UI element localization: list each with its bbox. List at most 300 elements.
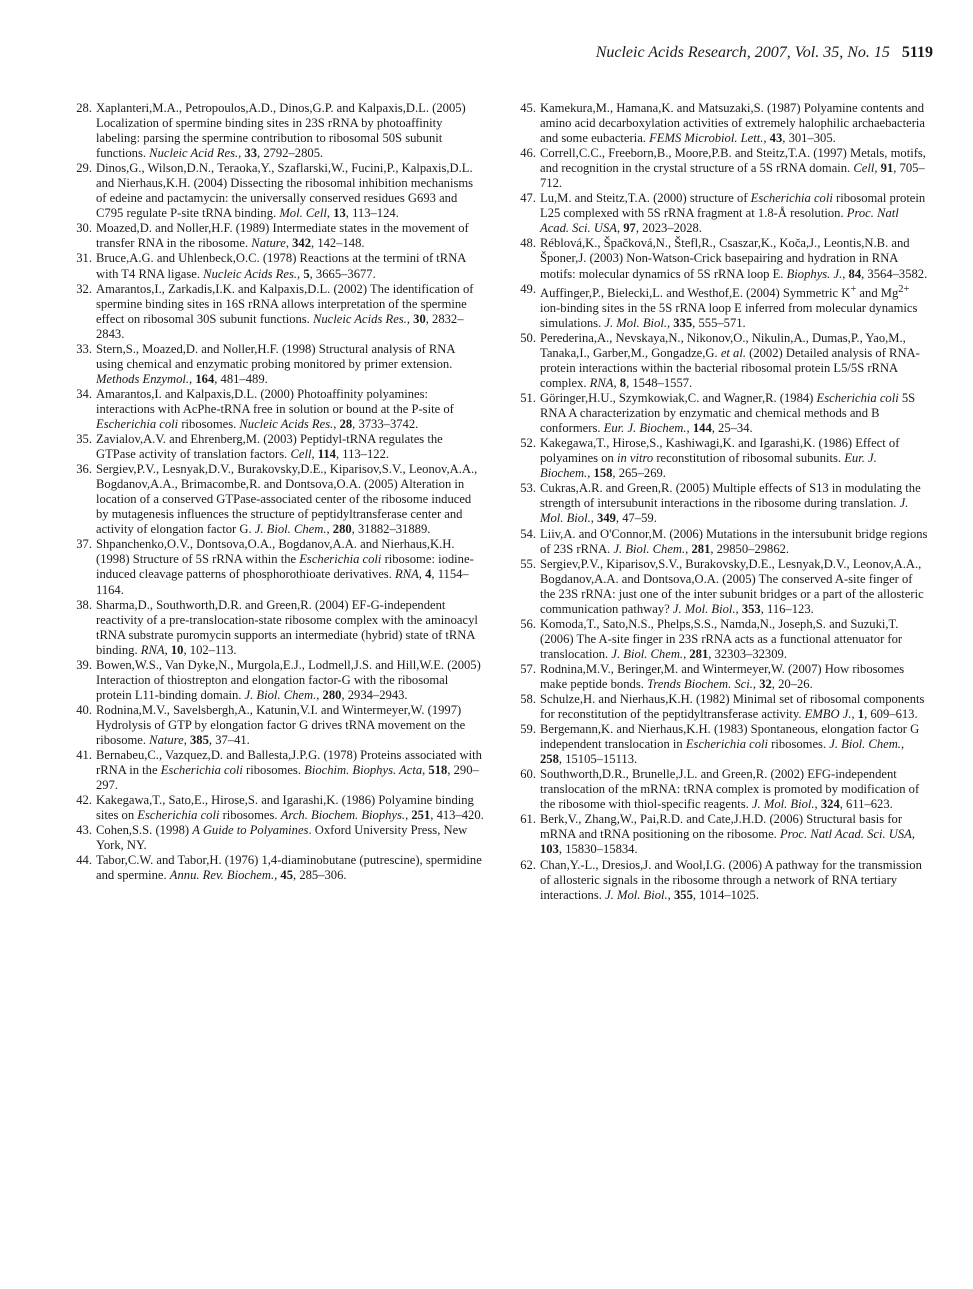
reference-volume: 103 — [540, 842, 559, 857]
reference-number: 61. — [520, 812, 536, 827]
reference-entry — [72, 221, 484, 251]
reference-italic-run: Cell — [290, 447, 312, 462]
reference-text-run: , — [911, 827, 916, 842]
reference-entry — [72, 462, 484, 537]
reference-text-run: (2002) Detailed analysis of RNA-protein interactions within the bacterial ribosomal protein L5/5S rRNA complex. — [540, 345, 920, 391]
reference-volume: 353 — [741, 601, 761, 616]
reference-text-run: , 705–712. — [540, 161, 925, 191]
reference-text-run: Cukras,A.R. and Green,R. (2005) Multiple effects of S13 in modulating the strength of intersubunit interactions in the ribosome during translation. — [540, 481, 921, 511]
reference-text-run: , — [763, 131, 770, 146]
reference-text-run: , — [326, 522, 333, 537]
reference-number: 39. — [76, 657, 92, 672]
reference-italic-run: Escherichia coli — [96, 416, 179, 431]
reference-text — [96, 823, 467, 852]
reference-text-run: , 2832–2843. — [96, 311, 464, 341]
reference-volume: 4 — [425, 567, 432, 582]
reference-text-run: , — [274, 868, 281, 883]
reference-text-run: , 113–124. — [345, 206, 399, 221]
reference-text-run: , 285–306. — [293, 868, 347, 883]
reference-text — [96, 537, 474, 596]
reference-text-run: , 301–305. — [782, 131, 836, 146]
reference-text-run: reconstitution of ribosomal subunits. — [653, 451, 845, 466]
reference-text-run: , 2792–2805. — [257, 146, 324, 161]
reference-volume: 164 — [195, 371, 215, 386]
reference-italic-run: Nucleic Acids Res. — [312, 311, 407, 326]
reference-text-run: , 15105–15113. — [558, 752, 638, 767]
reference-text-run: , — [587, 466, 594, 481]
reference-italic-run: Nature — [149, 732, 184, 747]
reference-text-run: , 413–420. — [430, 808, 484, 823]
reference-italic-run: Eur. J. Biochem. — [540, 451, 877, 481]
reference-entry — [516, 436, 928, 481]
reference-text-run: , 15830–15834. — [558, 842, 638, 857]
reference-text-run: , — [326, 206, 334, 221]
reference-entry — [72, 282, 484, 342]
reference-text-run: , 609–613. — [864, 707, 918, 722]
reference-number: 56. — [520, 616, 536, 631]
reference-text-run: Zavialov,A.V. and Ehrenberg,M. (2003) Peptidyl-tRNA regulates the GTPase activity of translation factors. — [96, 432, 443, 462]
reference-number: 55. — [520, 556, 536, 571]
reference-text-run: , — [164, 642, 171, 657]
reference-text-run: , 102–113. — [183, 642, 237, 657]
reference-text-run: , — [422, 763, 429, 778]
reference-text-run: Tabor,C.W. and Tabor,H. (1976) 1,4-diaminobutane (putrescine), spermidine and spermine. — [96, 853, 482, 883]
reference-italic-run: Escherichia coli — [685, 737, 769, 752]
reference-text — [96, 793, 484, 822]
reference-volume: 324 — [820, 797, 840, 812]
reference-text — [96, 598, 478, 657]
reference-volume: 251 — [411, 808, 431, 823]
reference-volume: 30 — [413, 311, 426, 326]
reference-text-run: , 1548–1557. — [626, 376, 693, 391]
reference-number: 33. — [76, 341, 92, 356]
reference-text-run: , — [686, 421, 693, 436]
reference-text — [540, 236, 927, 280]
reference-text — [96, 462, 477, 536]
reference-text-run: , — [735, 601, 742, 616]
reference-entry — [516, 331, 928, 391]
reference-text — [540, 283, 918, 330]
reference-number: 42. — [76, 793, 92, 808]
reference-text-run: , 116–123. — [760, 601, 814, 616]
reference-text-run: Kamekura,M., Hamana,K. and Matsuzaki,S. (1987) Polyamine contents and amino acid decarboxylation activities of extremely halophilic archaebacteria and some eubacteria. — [540, 101, 925, 146]
reference-italic-run: J. Mol. Biol. — [604, 315, 667, 330]
reference-italic-run: J. Biol. Chem. — [244, 687, 317, 702]
reference-volume: 1 — [857, 707, 865, 722]
reference-text-run: , — [683, 646, 690, 661]
reference-number: 36. — [76, 462, 92, 477]
reference-text-run: Göringer,H.U., Szymkowiak,C. and Wagner,R. (1984) — [540, 391, 817, 406]
reference-text-run: , — [851, 707, 858, 722]
reference-number: 30. — [76, 221, 92, 236]
reference-entry — [72, 537, 484, 597]
reference-text-run: , 3733–3742. — [352, 416, 419, 431]
reference-text — [540, 481, 921, 525]
reference-italic-run: RNA — [395, 567, 419, 582]
reference-text-run: , — [613, 376, 620, 391]
reference-volume: 10 — [170, 642, 184, 657]
reference-entry — [72, 251, 484, 281]
reference-text-run: , 1154–1164. — [96, 567, 469, 597]
reference-entry — [516, 391, 928, 436]
reference-text-run: , 25–34. — [711, 421, 753, 436]
reference-text-run: Schulze,H. and Nierhaus,K.H. (1982) Minimal set of ribosomal components for reconstitution of the peptidyltransferase activity. — [540, 692, 925, 722]
reference-text-run: , 113–122. — [335, 447, 390, 462]
reference-text-run: , — [667, 887, 674, 902]
reference-text-run: , — [405, 808, 412, 823]
reference-text-run: Shpanchenko,O.V., Dontsova,O.A., Bogdanov,A.A. and Nierhaus,K.H. (1998) Structure of 5S rRNA within the — [96, 537, 455, 567]
reference-entry — [72, 658, 484, 703]
reference-entry — [516, 617, 928, 662]
reference-volume: 335 — [673, 315, 693, 330]
reference-entry — [72, 598, 484, 658]
reference-italic-run: et al. — [720, 345, 746, 360]
reference-volume: 280 — [322, 687, 342, 702]
reference-text — [96, 342, 455, 386]
reference-text-run: Sergiev,P.V., Kiparisov,S.V., Burakovsky,D.E., Lesnyak,D.V., Leonov,A.A., Bogdanov,A.A. and Dontsova,O.A. (2005) The conserved A-site finger of the 23S rRNA: just one of the inter subunit bridges or a part of the allosteric communication pathway? — [540, 556, 924, 616]
reference-italic-run: Escherichia coli — [160, 763, 243, 778]
reference-text-run: Bruce,A.G. and Uhlenbeck,O.C. (1978) Reactions at the termini of tRNA with T4 RNA ligase. — [96, 251, 466, 281]
reference-text-run: , — [874, 161, 881, 176]
reference-italic-run: Eur. J. Biochem. — [603, 421, 687, 436]
reference-text-run: Bergemann,K. and Nierhaus,K.H. (1983) Spontaneous, elongation factor G independent translocation in — [540, 722, 920, 752]
reference-italic-run: Escherichia coli — [137, 808, 220, 823]
reference-text-run: Correll,C.C., Freeborn,B., Moore,P.B. and Steitz,T.A. (1997) Metals, motifs, and recognition in the crystal structure of a 5S rRNA domain. — [540, 146, 926, 176]
reference-italic-run: Biophys. J. — [786, 266, 843, 281]
page-number: 5119 — [901, 44, 933, 61]
reference-volume: 32 — [759, 676, 772, 691]
reference-italic-run: Trends Biochem. Sci. — [647, 676, 753, 691]
reference-text-run: , 37–41. — [208, 732, 250, 747]
reference-text-run: , — [814, 797, 821, 812]
reference-text-run: , — [685, 541, 692, 556]
reference-text-run: ribosomes. — [242, 763, 305, 778]
reference-entry — [516, 722, 928, 767]
reference-text-run: , — [238, 146, 245, 161]
reference-number: 34. — [76, 386, 92, 401]
reference-italic-run: J. Mol. Biol. — [672, 601, 736, 616]
reference-text-run: , — [316, 687, 323, 702]
reference-text-run: Kakegawa,T., Hirose,S., Kashiwagi,K. and Igarashi,K. (1986) Effect of polyamines on — [540, 436, 900, 466]
reference-italic-run: Arch. Biochem. Biophys. — [280, 808, 406, 823]
reference-volume: 114 — [317, 447, 336, 462]
reference-text-run: Sharma,D., Southworth,D.R. and Green,R. (2004) EF-G-independent reactivity of a pre-translocation-state ribosome complex with the aminoacyl tRNA substrate puromycin supports an intermediate (hybrid) state of tRNA binding. — [96, 597, 478, 657]
reference-number: 31. — [76, 251, 92, 266]
reference-text — [540, 722, 919, 766]
reference-number: 41. — [76, 748, 92, 763]
reference-entry — [72, 748, 484, 793]
reference-number: 45. — [520, 101, 536, 115]
reference-text-run: Lu,M. and Steitz,T.A. (2000) structure of — [540, 191, 751, 206]
reference-italic-run: J. Biol. Chem. — [611, 646, 684, 661]
reference-text-run: ribosomes. — [178, 416, 240, 431]
reference-volume: 97 — [623, 221, 636, 236]
reference-volume: 91 — [880, 161, 894, 176]
reference-entry — [72, 793, 484, 823]
reference-italic-run: Nucleic Acid Res. — [149, 146, 239, 161]
reference-italic-run: Biochim. Biophys. Acta — [304, 763, 423, 778]
reference-text-run: Bowen,W.S., Van Dyke,N., Murgola,E.J., Lodmell,J.S. and Hill,W.E. (2005) Interaction of thiostrepton and elongation factor-G with the ribosomal protein L11-binding domain. — [96, 657, 481, 702]
reference-text-run: , — [590, 511, 598, 526]
reference-text-run: , 47–59. — [615, 511, 657, 526]
reference-italic-run: RNA — [140, 642, 165, 657]
reference-italic-run: Annu. Rev. Biochem. — [169, 868, 275, 883]
reference-volume: 5 — [303, 266, 310, 281]
reference-text-run: , 29850–29862. — [710, 541, 790, 556]
reference-text-run: , — [311, 447, 318, 462]
reference-text-run: , 32303–32309. — [708, 646, 787, 661]
reference-number: 51. — [520, 391, 536, 406]
reference-text-run: , — [183, 732, 190, 747]
reference-text — [96, 221, 469, 250]
reference-text — [540, 331, 920, 390]
reference-text — [96, 853, 482, 882]
reference-text — [540, 617, 902, 661]
reference-text-run: Kakegawa,T., Sato,E., Hirose,S. and Igarashi,K. (1986) Polyamine binding sites on — [96, 793, 474, 823]
reference-entry — [516, 236, 928, 281]
reference-number: 37. — [76, 537, 92, 552]
reference-volume: 144 — [692, 421, 712, 436]
reference-text-run: ribosomes. — [768, 737, 830, 752]
reference-text — [96, 282, 473, 341]
reference-text-run: Southworth,D.R., Brunelle,J.L. and Green,R. (2002) EFG-independent translocation of the mRNA: tRNA complex is promoted by modification of the ribosome with thiol-specific reagents. — [540, 767, 920, 812]
reference-entry — [516, 101, 928, 146]
reference-italic-run: J. Biol. Chem. — [254, 522, 327, 537]
reference-entry — [516, 858, 928, 903]
reference-text-run: , 481–489. — [214, 371, 268, 386]
reference-italic-run: J. Biol. Chem. — [613, 541, 686, 556]
reference-entry — [516, 692, 928, 722]
reference-text-run: and Mg — [856, 285, 899, 300]
reference-number: 62. — [520, 857, 536, 872]
reference-text-run: Auffinger,P., Bielecki,L. and Westhof,E. (2004) Symmetric K — [540, 285, 851, 300]
reference-italic-run: EMBO J. — [804, 707, 852, 722]
reference-italic-run: Nucleic Acids Res. — [239, 416, 334, 431]
reference-number: 40. — [76, 702, 92, 717]
reference-text-run: , — [189, 371, 196, 386]
reference-entry — [72, 101, 484, 161]
reference-text-run: , — [285, 236, 293, 251]
reference-italic-run: FEMS Microbiol. Lett. — [649, 131, 764, 146]
reference-text-run: , — [842, 266, 849, 281]
reference-text-run: , — [616, 221, 624, 236]
reference-italic-run: Mol. Cell — [279, 206, 327, 221]
reference-text-run: , 265–269. — [612, 466, 666, 481]
reference-text-run: , 2023–2028. — [635, 221, 702, 236]
reference-text-run: Liiv,A. and O'Connor,M. (2006) Mutations in the intersubunit bridge regions of 23S rRNA. — [540, 526, 928, 556]
reference-text — [540, 557, 924, 616]
reference-italic-run: Methods Enzymol. — [96, 371, 190, 386]
reference-italic-run: A Guide to Polyamines — [192, 823, 309, 838]
reference-volume: 28 — [339, 416, 353, 431]
reference-volume: 280 — [332, 522, 352, 537]
reference-number: 53. — [520, 481, 536, 496]
reference-number: 49. — [520, 281, 536, 296]
reference-text-run: Perederina,A., Nevskaya,N., Nikonov,O., Nikulin,A., Dumas,P., Yao,M., Tanaka,I., Garber,M., Gongadze,G. — [540, 330, 906, 360]
reference-volume: 84 — [848, 266, 862, 281]
reference-number: 43. — [76, 823, 92, 838]
reference-text — [540, 146, 926, 190]
reference-entry — [516, 481, 928, 526]
reference-text-run: Bernabeu,C., Vazquez,D. and Ballesta,J.P.G. (1978) Proteins associated with rRNA in the — [96, 748, 482, 778]
reference-italic-run: Escherichia coli — [299, 552, 382, 567]
reference-entry — [516, 527, 928, 557]
reference-entry — [72, 161, 484, 221]
reference-text-run: , 3564–3582. — [861, 266, 928, 281]
reference-text-run: , — [333, 416, 340, 431]
reference-text-run: , — [418, 567, 426, 582]
reference-text — [540, 858, 922, 902]
reference-volume: 355 — [673, 887, 693, 902]
reference-text-run: Dinos,G., Wilson,D.N., Teraoka,Y., Szaflarski,W., Fucini,P., Kalpaxis,D.L. and Nierhaus,K.H. (2004) Dissecting the ribosomal inhibition mechanisms of edeine and pactamycin: the universally conserved residues G693 and C795 regulate P-site tRNA binding. — [96, 161, 474, 221]
reference-entry — [72, 342, 484, 387]
reference-text-run: , 20–26. — [771, 676, 813, 691]
reference-text-run: Berk,V., Zhang,W., Pai,R.D. and Cate,J.H.D. (2006) Structural basis for mRNA and tRNA positioning on the ribosome. — [540, 812, 903, 842]
reference-text-run: Moazed,D. and Noller,H.F. (1989) Intermediate states in the movement of transfer RNA in the ribosome. — [96, 221, 469, 251]
reference-volume: 13 — [333, 206, 346, 221]
references-right-column — [516, 101, 928, 903]
reference-text-run: , — [297, 266, 304, 281]
reference-text-run: ribosomal protein L25 complexed with 5S rRNA fragment at 1.8-Å resolution. — [540, 191, 926, 221]
reference-text-run: ion-binding sites in the 5S rRNA loop E inferred from molecular dynamics simulations. — [540, 300, 918, 330]
reference-superscript: 2+ — [898, 283, 910, 295]
reference-italic-run: J. Biol. Chem. — [829, 737, 901, 752]
reference-entry — [516, 557, 928, 617]
reference-entry — [72, 387, 484, 432]
reference-number: 29. — [76, 161, 92, 176]
reference-number: 46. — [520, 146, 536, 161]
reference-italic-run: Escherichia coli — [816, 391, 899, 406]
running-header — [596, 44, 933, 62]
reference-text-run: Komoda,T., Sato,N.S., Phelps,S.S., Namda,N., Joseph,S. and Suzuki,T. (2006) The A-site finger in 23S rRNA acts as a functional attenuator for translocation. — [540, 616, 903, 661]
reference-entry — [516, 282, 928, 331]
reference-text-run: Cohen,S.S. (1998) — [96, 823, 193, 838]
reference-text-run: Xaplanteri,M.A., Petropoulos,A.D., Dinos,G.P. and Kalpaxis,D.L. (2005) Localization of spermine binding sites in 23S rRNA by photoaffinity labeling: parsing the spermine contribution to ribosomal 50S subunit functions. — [96, 101, 466, 161]
reference-entry — [516, 812, 928, 857]
reference-number: 57. — [520, 661, 536, 676]
reference-italic-run: Nature — [251, 236, 286, 251]
reference-number: 52. — [520, 436, 536, 451]
reference-text — [540, 436, 899, 480]
reference-volume: 8 — [619, 376, 627, 391]
reference-text — [540, 767, 919, 811]
reference-text-run: , — [752, 676, 760, 691]
reference-text — [540, 391, 915, 435]
reference-entry — [72, 823, 484, 853]
reference-text — [540, 812, 915, 856]
reference-italic-run: Cell — [853, 161, 875, 176]
reference-text-run: , 290–297. — [96, 763, 479, 793]
reference-text-run: , 555–571. — [692, 315, 746, 330]
reference-number: 28. — [76, 101, 92, 115]
reference-number: 59. — [520, 722, 536, 737]
reference-volume: 518 — [428, 763, 448, 778]
reference-text — [540, 101, 925, 145]
reference-italic-run: J. Mol. Biol. — [751, 797, 815, 812]
reference-italic-run: J. Mol. Biol. — [605, 887, 668, 902]
reference-italic-run: Proc. Natl Acad. Sci. USA — [779, 827, 912, 842]
journal-citation: Nucleic Acids Research, 2007, Vol. 35, No. 15 — [595, 44, 890, 61]
reference-entry — [72, 853, 484, 883]
reference-volume: 45 — [280, 868, 294, 883]
reference-number: 50. — [520, 330, 536, 345]
reference-text-run: , — [406, 311, 414, 326]
reference-volume: 281 — [689, 646, 709, 661]
reference-text-run: , 142–148. — [311, 236, 365, 251]
reference-text-run: Rodnina,M.V., Savelsbergh,A., Katunin,V.I. and Wintermeyer,W. (1997) Hydrolysis of GTP by elongation factor G drives tRNA movement on the ribosome. — [96, 702, 466, 747]
reference-italic-run: RNA — [589, 376, 614, 391]
reference-text-run: , 611–623. — [839, 797, 893, 812]
reference-text — [96, 251, 466, 280]
reference-text-run: , — [900, 737, 905, 752]
reference-text — [540, 527, 927, 556]
reference-italic-run: Proc. Natl Acad. Sci. USA — [540, 206, 899, 236]
reference-text — [540, 662, 904, 691]
reference-italic-run: Escherichia coli — [750, 191, 833, 206]
reference-entry — [516, 191, 928, 236]
reference-text — [540, 191, 925, 235]
reference-italic-run: in vitro — [616, 451, 654, 466]
reference-text — [96, 161, 473, 220]
reference-volume: 385 — [190, 732, 209, 747]
reference-text-run: Chan,Y.-L., Dresios,J. and Wool,I.G. (2006) A pathway for the transmission of allosteric signals in the ribosome through a network of RNA tertiary interactions. — [540, 857, 922, 902]
reference-text-run: Rodnina,M.V., Beringer,M. and Wintermeyer,W. (2007) How ribosomes make peptide bonds. — [540, 661, 905, 691]
reference-entry — [72, 432, 484, 462]
references-left-column — [72, 101, 484, 883]
reference-text-run: , 3665–3677. — [309, 266, 376, 281]
reference-text-run: , 31882–31889. — [351, 522, 431, 537]
reference-number: 38. — [76, 597, 92, 612]
reference-volume: 33 — [244, 146, 258, 161]
reference-volume: 158 — [593, 466, 613, 481]
reference-number: 47. — [520, 191, 536, 206]
reference-entry — [516, 662, 928, 692]
reference-text-run: Amarantos,I. and Kalpaxis,D.L. (2000) Photoaffinity polyamines: interactions with AcPhe-tRNA free in solution or bound at the P-site of — [96, 386, 454, 416]
reference-entry — [72, 703, 484, 748]
reference-number: 54. — [520, 526, 536, 541]
reference-number: 60. — [520, 767, 536, 782]
reference-text — [96, 748, 482, 792]
reference-superscript: + — [850, 283, 857, 295]
reference-text-run: ribosome: iodine-induced cleavage patterns of phosphorothioate derivatives. — [96, 552, 474, 582]
reference-volume: 43 — [769, 131, 783, 146]
reference-text — [96, 658, 481, 702]
reference-text-run: . Oxford University Press, New York, NY. — [96, 823, 468, 853]
reference-text — [540, 692, 924, 721]
reference-text — [96, 432, 443, 461]
reference-italic-run: Nucleic Acids Res. — [203, 266, 298, 281]
reference-text-run: , — [666, 315, 674, 330]
reference-number: 48. — [520, 236, 536, 251]
reference-entry — [516, 146, 928, 191]
reference-text-run: ribosomes. — [219, 808, 281, 823]
reference-text — [96, 703, 465, 747]
reference-volume: 349 — [597, 511, 616, 526]
reference-text-run: 5S RNA A characterization by enzymatic and chemical methods and B conformers. — [540, 391, 916, 436]
reference-text-run: Stern,S., Moazed,D. and Noller,H.F. (1998) Structural analysis of RNA using chemical and enzymatic probing monitored by primer extension. — [96, 341, 455, 371]
reference-italic-run: J. Mol. Biol. — [540, 496, 909, 526]
reference-number: 58. — [520, 692, 536, 707]
reference-number: 44. — [76, 853, 92, 868]
reference-volume: 342 — [292, 236, 312, 251]
reference-entry — [516, 767, 928, 812]
reference-text — [96, 387, 454, 431]
reference-text-run: Sergiev,P.V., Lesnyak,D.V., Burakovsky,D.E., Kiparisov,S.V., Leonov,A.A., Bogdanov,A.A., Brimacombe,R. and Dontsova,O.A. (2005) Alteration in location of a conserved GTPase-associated center of the ribosome induced by mutagenesis influences the structure of peptidyltransferase center and activity of elongation factor G. — [96, 462, 478, 537]
reference-number: 32. — [76, 281, 92, 296]
reference-text-run: Réblová,K., Špačková,N., Štefl,R., Csaszar,K., Koča,J., Leontis,N.B. and Šponer,J. (2003) Non-Watson-Crick basepairing and hydration in RNA motifs: molecular dynamics of 5S rRNA loop E. — [540, 236, 910, 281]
reference-number: 35. — [76, 432, 92, 447]
reference-text — [96, 101, 466, 160]
